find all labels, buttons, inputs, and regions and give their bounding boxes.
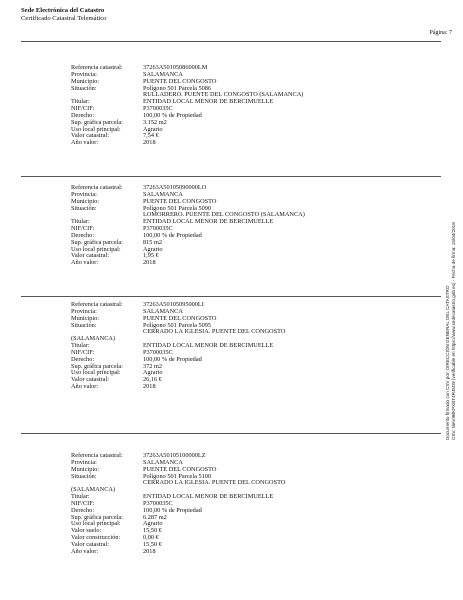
field-label: Valor suelo: [71,527,102,535]
field-label: Municipio: [71,314,99,322]
field-row [71,253,401,260]
field-value: PUENTE DEL CONGOSTO [143,197,217,205]
field-label: Uso local principal: [71,245,121,253]
field-label: Sup. gráfica parcela: [71,118,123,126]
field-value: ENTIDAD LOCAL MENOR DE BERCIMUELLE [143,218,274,226]
field-value: 37263A50105090000LO [143,184,207,191]
field-label: Valor catastral: [71,376,109,384]
field-value: ENTIDAD LOCAL MENOR DE BERCIMUELLE [143,98,274,106]
field-row [71,467,401,474]
field-label: Sup. gráfica parcela: [71,513,123,521]
field-label: Provincia: [71,458,97,466]
header-subtitle: Certificado Catastral Telemático [21,14,107,22]
field-value: 2018 [143,383,156,391]
field-label: Valor catastral: [71,252,109,260]
field-value: 2018 [143,259,156,267]
field-value: Polígono 501 Parcela 5095 [143,321,212,329]
field-label: Año valor: [71,383,99,391]
field-label: Derecho: [71,231,95,239]
field-row [71,501,401,508]
field-label: NIF/CIF: [71,225,95,233]
field-label: NIF/CIF: [71,105,95,113]
field-label: Derecho: [71,111,95,119]
field-row [71,185,401,192]
field-value: SALAMANCA [143,458,183,466]
field-label: Derecho: [71,355,95,363]
field-label: NIF/CIF: [71,499,95,507]
field-row [71,219,401,226]
field-value: Agrario [143,125,163,133]
field-label: Uso local principal: [71,520,121,528]
field-label: Sup. gráfica parcela: [71,362,123,370]
field-value: ENTIDAD LOCAL MENOR DE BERCIMUELLE [143,342,274,350]
field-row [71,549,401,556]
field-label: Valor construcción: [71,534,121,542]
field-row [71,302,401,309]
field-value: SALAMANCA [143,307,183,315]
location-line: CERRADO LA IGLESIA. PUENTE DEL CONGOSTO [143,479,286,487]
field-row [71,247,401,254]
field-label: Situación: [71,472,97,480]
field-value: 815 m2 [143,238,163,246]
field-label: Referencia catastral: [71,184,123,191]
page-number: Página: 7 [429,30,452,36]
cadastral-record [71,65,401,147]
field-value: Agrario [143,245,163,253]
field-value: 100,00 % de Propiedad [143,111,202,119]
divider [21,176,441,177]
field-label: Situación: [71,204,97,212]
field-label: Año valor: [71,139,99,147]
field-row [71,199,401,206]
field-label: Municipio: [71,197,99,205]
field-label: Referencia catastral: [71,64,123,71]
field-value: 15,50 € [143,527,162,535]
field-label: Uso local principal: [71,125,121,133]
field-value: Polígono 501 Parcela 5086 [143,84,212,92]
location-line: CERRADO LA IGLESIA. PUENTE DEL CONGOSTO [143,328,286,336]
header-title: Sede Electrónica del Catastro [21,7,105,14]
field-row [71,460,401,467]
field-row [71,370,401,377]
cadastral-record [71,453,401,556]
csv-note-line: Documento firmado con CSV por: DIRECCIÓN GENERAL DEL CATASTRO [445,285,450,440]
field-row [71,316,401,323]
field-label: Año valor: [71,547,99,555]
field-label: Situación: [71,84,97,92]
field-label: Derecho: [71,506,95,514]
location-line-continuation: (SALAMANCA) [71,335,116,343]
field-label: Municipio: [71,77,99,85]
field-label: Municipio: [71,465,99,473]
field-row [71,453,401,460]
field-value: Polígono 501 Parcela 5090 [143,204,212,212]
field-row [71,99,401,106]
field-value: 15,50 € [143,540,162,548]
field-row [71,260,401,267]
field-label: Referencia catastral: [71,301,123,308]
field-label: Valor catastral: [71,540,109,548]
field-value: 100,00 % de Propiedad [143,231,202,239]
field-value: 37263A50105086000LM [143,64,208,71]
field-row [71,384,401,391]
field-row [71,343,401,350]
field-value: 100,00 % de Propiedad [143,355,202,363]
field-row [71,65,401,72]
field-value: 37263A50105100000LZ [143,452,206,459]
divider [21,41,441,42]
field-value: 6.287 m2 [143,513,167,521]
field-value: 37263A50105095000LI [143,301,204,308]
field-label: Titular: [71,98,90,106]
field-value: P3700035C [143,225,173,233]
field-row [71,535,401,542]
field-value: 100,00 % de Propiedad [143,506,202,514]
field-value: Polígono 501 Parcela 5100 [143,472,212,480]
field-label: Referencia catastral: [71,452,123,459]
field-label: Titular: [71,342,90,350]
field-label: Valor catastral: [71,132,109,140]
field-row [71,226,401,233]
field-label: Situación: [71,321,97,329]
field-row [71,192,401,199]
cadastral-record [71,302,401,391]
field-label: Sup. gráfica parcela: [71,238,123,246]
field-value: P3700035C [143,348,173,356]
field-label: Titular: [71,493,90,501]
field-label: Titular: [71,218,90,226]
field-row [71,542,401,549]
field-value: SALAMANCA [143,190,183,198]
field-label: Provincia: [71,307,97,315]
field-value: ENTIDAD LOCAL MENOR DE BERCIMUELLE [143,493,274,501]
field-value: 2018 [143,139,156,147]
field-value: Agrario [143,520,163,528]
field-row [71,309,401,316]
field-row [71,350,401,357]
divider [21,296,441,297]
field-value: 7,54 € [143,132,159,140]
field-value: P3700035C [143,499,173,507]
field-value: 372 m2 [143,362,163,370]
field-row [71,79,401,86]
field-label: Provincia: [71,190,97,198]
field-value: 3.152 m2 [143,118,167,126]
field-value: 26,16 € [143,376,162,384]
field-label: Año valor: [71,259,99,267]
field-row [71,106,401,113]
field-row [71,140,401,147]
location-line: RULLADERO. PUENTE DEL CONGOSTO (SALAMANCA) [143,91,304,99]
field-value: PUENTE DEL CONGOSTO [143,314,217,322]
divider [21,433,441,434]
field-value: 0,00 € [143,534,159,542]
field-value: PUENTE DEL CONGOSTO [143,77,217,85]
field-label: Uso local principal: [71,369,121,377]
field-label: NIF/CIF: [71,348,95,356]
field-row [71,127,401,134]
field-value: 2018 [143,547,156,555]
cadastral-record [71,185,401,267]
location-line-continuation: (SALAMANCA) [71,486,116,494]
field-value: P3700035C [143,105,173,113]
field-value: 1,95 € [143,252,159,260]
field-row [71,528,401,535]
field-row [71,494,401,501]
field-row [71,377,401,384]
field-value: SALAMANCA [143,70,183,78]
field-value: Agrario [143,369,163,377]
document-header [21,7,106,22]
field-value: PUENTE DEL CONGOSTO [143,465,217,473]
field-label: Provincia: [71,70,97,78]
field-row [71,521,401,528]
location-line: LOMORRERO. PUENTE DEL CONGOSTO (SALAMANCA) [143,211,305,219]
csv-note-line: CSV: MAV9BKPXBT4RJ5D9 (verificable en https://www.sedecatastro.gob.es) - Fecha de firma: 15/04/2018 [451,222,456,440]
field-row [71,133,401,140]
field-row [71,72,401,79]
